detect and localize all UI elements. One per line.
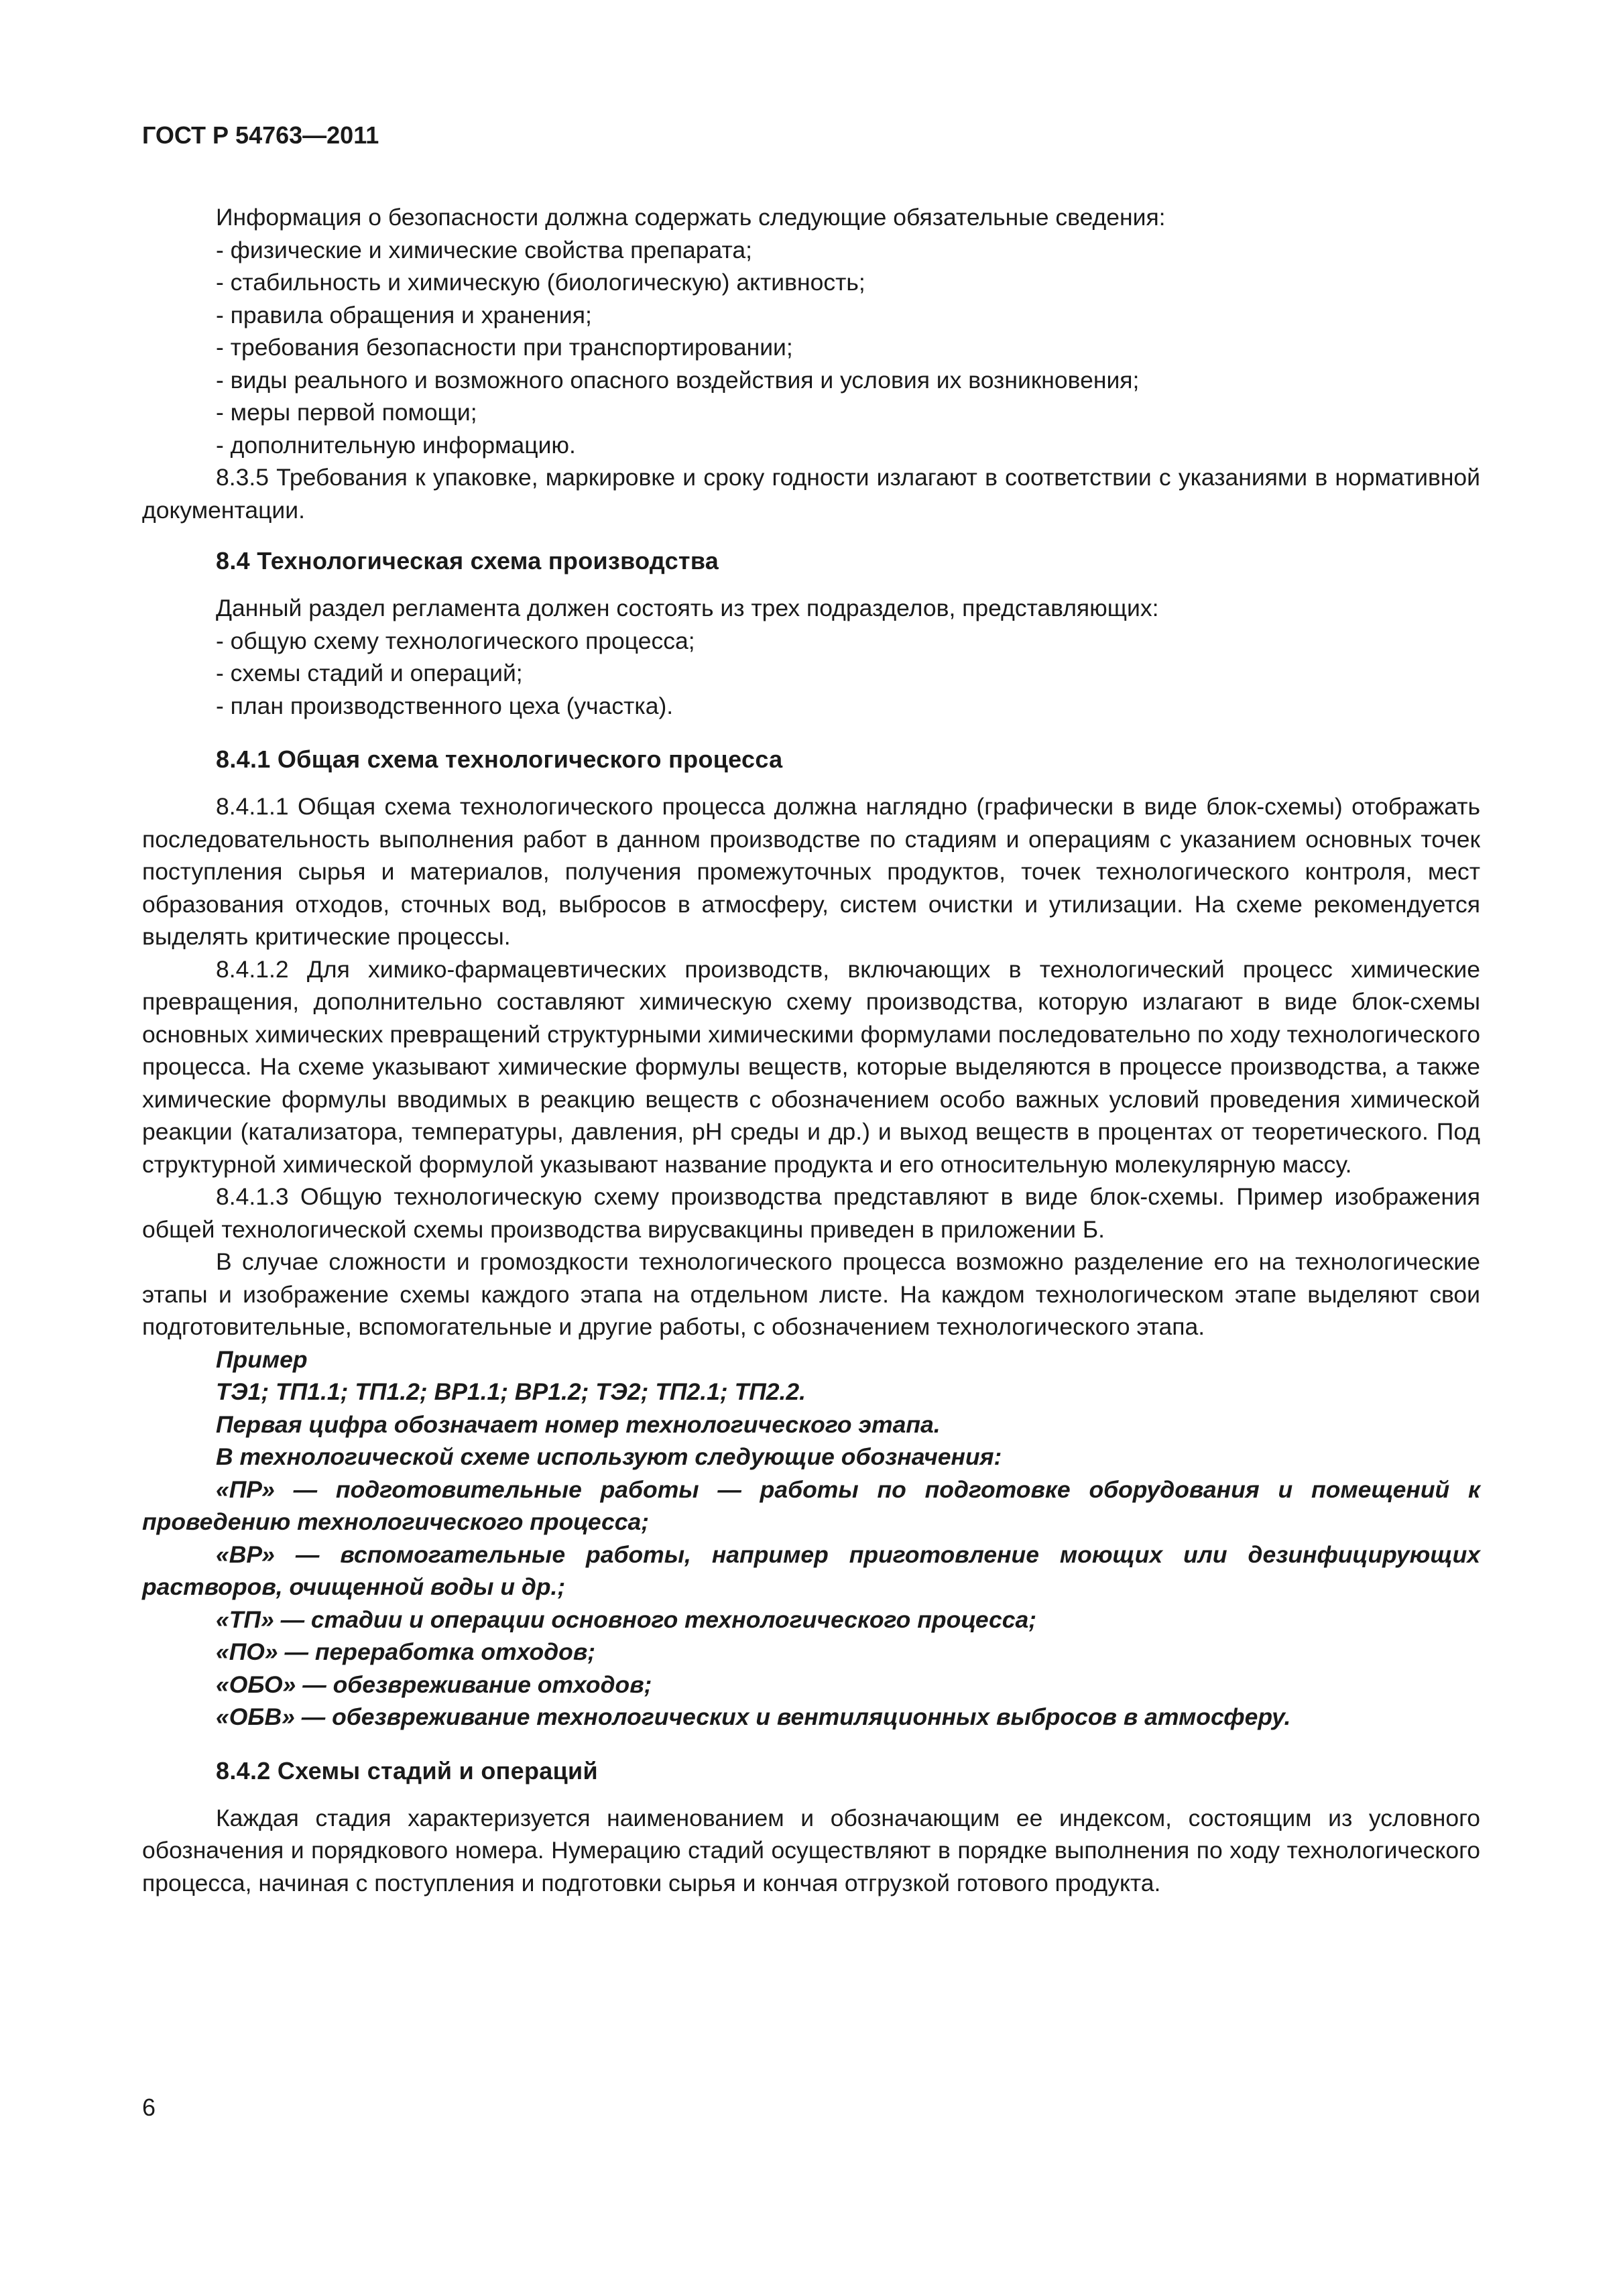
safety-info-block	[142, 201, 1480, 526]
section-8-4-2-block	[142, 1802, 1480, 1900]
paragraph: 8.3.5 Требования к упаковке, маркировке и сроку годности излагают в соответствии с указаниями в нормативной документации.	[142, 464, 1480, 524]
paragraph: «ОБВ» — обезвреживание технологических и вентиляционных выбросов в атмосферу.	[216, 1703, 1291, 1730]
paragraph: 8.4.1.2 Для химико-фармацевтических производств, включающих в технологический процесс химические превращения, дополнительно составляют химическую схему производства, которую излагают в виде блок-схемы основных химических превращений структурными химическими формулами последовательно по ходу технологического процесса. На схеме указывают химические формулы веществ, которые выделяются в процессе производства, а также химические формулы вводимых в реакцию веществ с обозначением особо важных условий проведения химической реакции (катализатора, температуры, давления, pH среды и др.) и выход веществ в процентах от теоретического. Под структурной химической формулой указывают название продукта и его относительную молекулярную массу.	[142, 955, 1480, 1178]
paragraph: «ТП» — стадии и операции основного технологического процесса;	[216, 1606, 1037, 1633]
paragraph: «ПР» — подготовительные работы — работы по подготовке оборудования и помещений к проведению технологического процесса;	[142, 1475, 1480, 1535]
page-body	[142, 201, 1480, 1899]
paragraph: 8.4.1.3 Общую технологическую схему производства представляют в виде блок-схемы. Пример изображения общей технологической схемы производства вирусвакцины приведен в приложении Б.	[142, 1183, 1480, 1243]
paragraph: - правила обращения и хранения;	[216, 301, 592, 328]
paragraph: Данный раздел регламента должен состоять из трех подразделов, представляющих:	[216, 595, 1159, 621]
paragraph: - стабильность и химическую (биологическую) активность;	[216, 269, 865, 296]
paragraph: - дополнительную информацию.	[216, 431, 576, 459]
section-8-4-1-heading: 8.4.1 Общая схема технологического процесса	[216, 745, 783, 773]
paragraph: «ВР» — вспомогательные работы, например приготовление моющих или дезинфицирующих растворов, очищенной воды и др.;	[142, 1540, 1480, 1600]
paragraph: «ПО» — переработка отходов;	[216, 1638, 596, 1665]
paragraph: - требования безопасности при транспортировании;	[216, 334, 793, 361]
paragraph: Каждая стадия характеризуется наименованием и обозначающим ее индексом, состоящим из условного обозначения и порядкового номера. Нумерацию стадий осуществляют в порядке выполнения по ходу технологического процесса, начиная с поступления и подготовки сырья и кончая отгрузкой готового продукта.	[142, 1804, 1480, 1896]
example-block	[142, 1343, 1480, 1734]
section-8-4-block	[142, 592, 1480, 722]
paragraph: 8.4.1.1 Общая схема технологического процесса должна наглядно (графически в виде блок-схемы) отображать последовательность выполнения работ в данном производстве по стадиям и операциям с указанием основных точек поступления сырья и материалов, получения промежуточных продуктов, точек технологического контроля, мест образования отходов, сточных вод, выбросов в атмосферу, систем очистки и утилизации. На схеме рекомендуется выделять критические процессы.	[142, 793, 1480, 950]
paragraph: В случае сложности и громоздкости технологического процесса возможно разделение его на технологические этапы и изображение схемы каждого этапа на отдельном листе. На каждом технологическом этапе выделяют свои подготовительные, вспомогательные и другие работы, с обозначением технологического этапа.	[142, 1248, 1480, 1340]
document-header: ГОСТ Р 54763—2011	[142, 121, 379, 149]
paragraph: Первая цифра обозначает номер технологического этапа.	[216, 1410, 941, 1438]
paragraph: - физические и химические свойства препарата;	[216, 236, 752, 263]
paragraph: Информация о безопасности должна содержать следующие обязательные сведения:	[216, 204, 1166, 231]
paragraph: - виды реального и возможного опасного воздействия и условия их возникновения;	[216, 366, 1140, 394]
paragraph: ТЭ1; ТП1.1; ТП1.2; ВР1.1; ВР1.2; ТЭ2; ТП2.1; ТП2.2.	[216, 1378, 806, 1405]
paragraph: - меры первой помощи;	[216, 399, 477, 426]
paragraph: - общую схему технологического процесса;	[216, 627, 695, 654]
paragraph: - план производственного цеха (участка).	[216, 692, 674, 719]
paragraph: «ОБО» — обезвреживание отходов;	[216, 1671, 652, 1698]
paragraph: Пример	[216, 1345, 308, 1373]
paragraph: - схемы стадий и операций;	[216, 660, 523, 686]
section-8-4-2-heading: 8.4.2 Схемы стадий и операций	[216, 1756, 598, 1785]
page-number: 6	[142, 2094, 156, 2121]
paragraph: В технологической схеме используют следующие обозначения:	[216, 1443, 1002, 1470]
section-8-4-1-block	[142, 790, 1480, 1343]
section-8-4-heading: 8.4 Технологическая схема производства	[216, 547, 719, 575]
